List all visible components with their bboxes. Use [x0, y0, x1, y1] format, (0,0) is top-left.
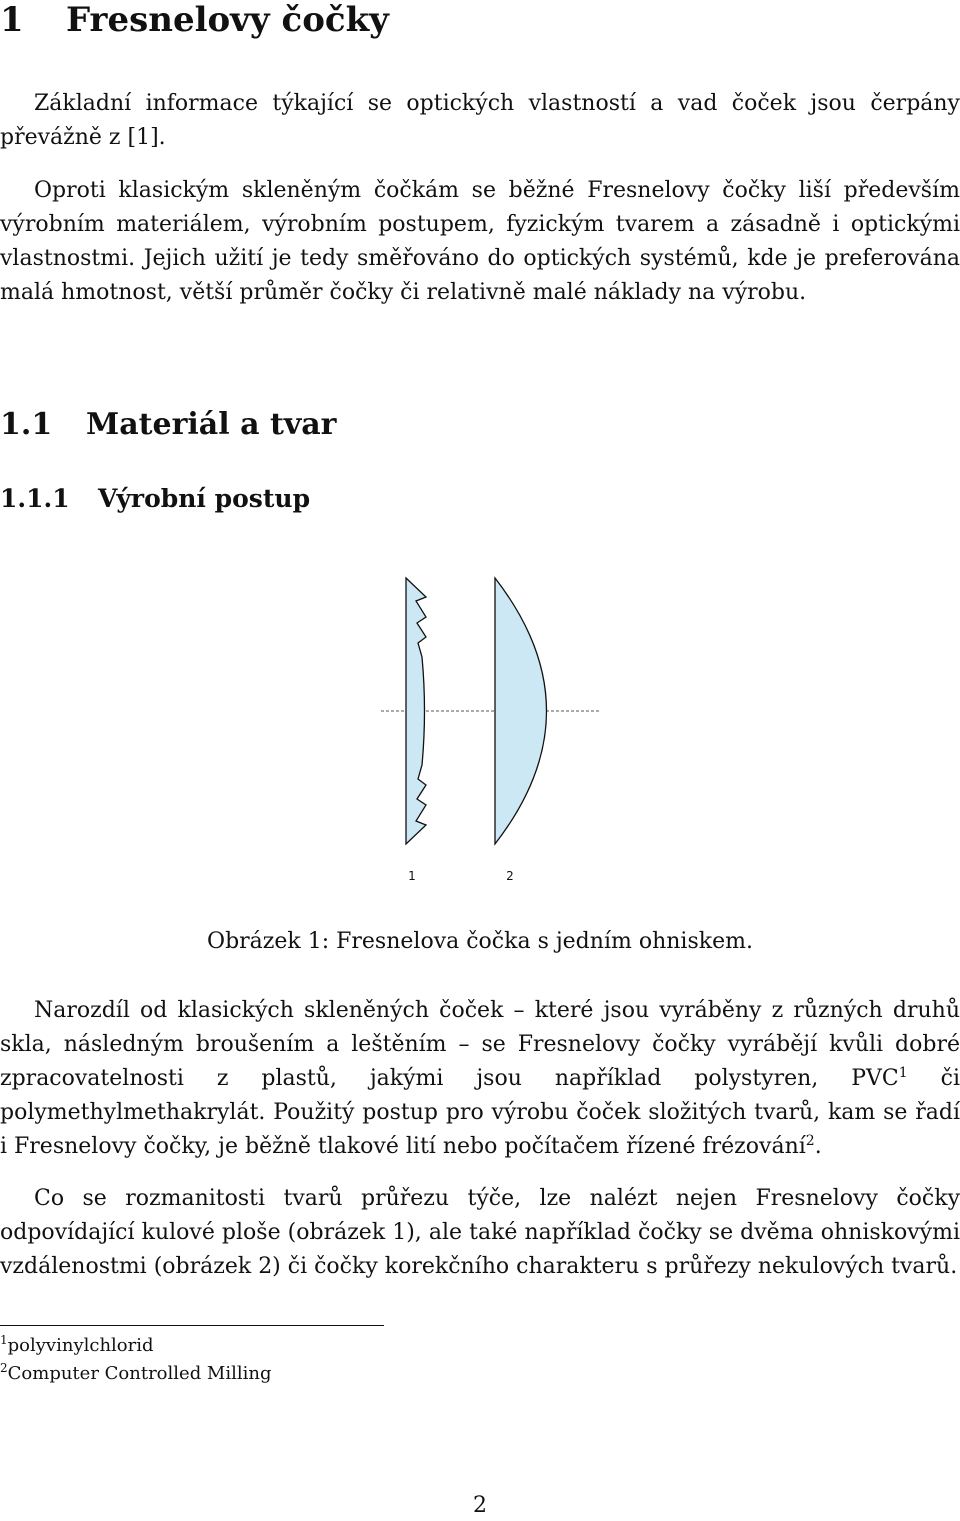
- footnote-ref-1[interactable]: 1: [898, 1065, 908, 1081]
- paragraph-intro: Základní informace týkající se optických vlastností a vad čoček jsou čerpány převážně z [1].: [0, 91, 960, 150]
- section-heading: [0, 0, 389, 40]
- footnote-mark-2: 2: [0, 1361, 8, 1375]
- footnote-2: [0, 1361, 272, 1387]
- fresnel-lens-profile: [406, 578, 426, 844]
- footnote-ref-2[interactable]: 2: [805, 1133, 815, 1149]
- production-text-b: či polymethylmethakrylát. Použitý postup pro výrobu čoček složitých tvarů, kam se řadí i Fresnelovy čočky, je běžně tlakové lití nebo počítačem řízené frézování: [0, 1066, 960, 1159]
- subsection-number: 1.1: [0, 407, 53, 442]
- footnote-mark-1: 1: [0, 1333, 8, 1347]
- subsection-heading: [0, 405, 337, 445]
- paragraph-production: [0, 994, 960, 1164]
- figure-caption: Obrázek 1: Fresnelova čočka s jedním ohniskem.: [207, 929, 753, 954]
- subsection-title: Materiál a tvar: [86, 407, 337, 442]
- production-text-c: .: [814, 1134, 822, 1159]
- section-title: Fresnelovy čočky: [66, 0, 389, 40]
- footnote-text-2: Computer Controlled Milling: [7, 1363, 272, 1384]
- figure-label-2: 2: [506, 869, 514, 883]
- footnote-1: [0, 1333, 154, 1359]
- footnote-text-1: polyvinylchlorid: [7, 1335, 154, 1356]
- figure-label-1: 1: [408, 869, 416, 883]
- subsubsection-number: 1.1.1: [0, 484, 70, 513]
- subsubsection-title: Výrobní postup: [98, 484, 311, 513]
- section-number: 1: [0, 0, 24, 40]
- footnote-rule: [0, 1325, 384, 1326]
- convex-lens-profile: [495, 578, 547, 844]
- paragraph-compare: Oproti klasickým skleněným čočkám se běžné Fresnelovy čočky liší především výrobním materiálem, výrobním postupem, fyzickým tvarem a zásadně i optickými vlastnostmi. Jejich užití je tedy směřováno do optických systémů, kde je preferována malá hmotnost, větší průměr čočky či relativně malé náklady na výrobu.: [0, 178, 960, 305]
- production-text-a: Narozdíl od klasických skleněných čoček – které jsou vyráběny z různých druhů skla, následným broušením a leštěním – se Fresnelovy čočky vyrábějí kvůli dobré zpracovatelnosti z plastů, jakými jsou například polystyren, PVC: [0, 998, 960, 1091]
- page-number: 2: [473, 1493, 487, 1518]
- paragraph-shapes: Co se rozmanitosti tvarů průřezu týče, lze nalézt nejen Fresnelovy čočky odpovídající kulové ploše (obrázek 1), ale také například čočky se dvěma ohniskovými vzdálenostmi (obrázek 2) či čočky korekčního charakteru s průřezy nekulových tvarů.: [0, 1186, 960, 1279]
- subsubsection-heading: [0, 482, 310, 516]
- fresnel-lens-figure: [378, 575, 603, 887]
